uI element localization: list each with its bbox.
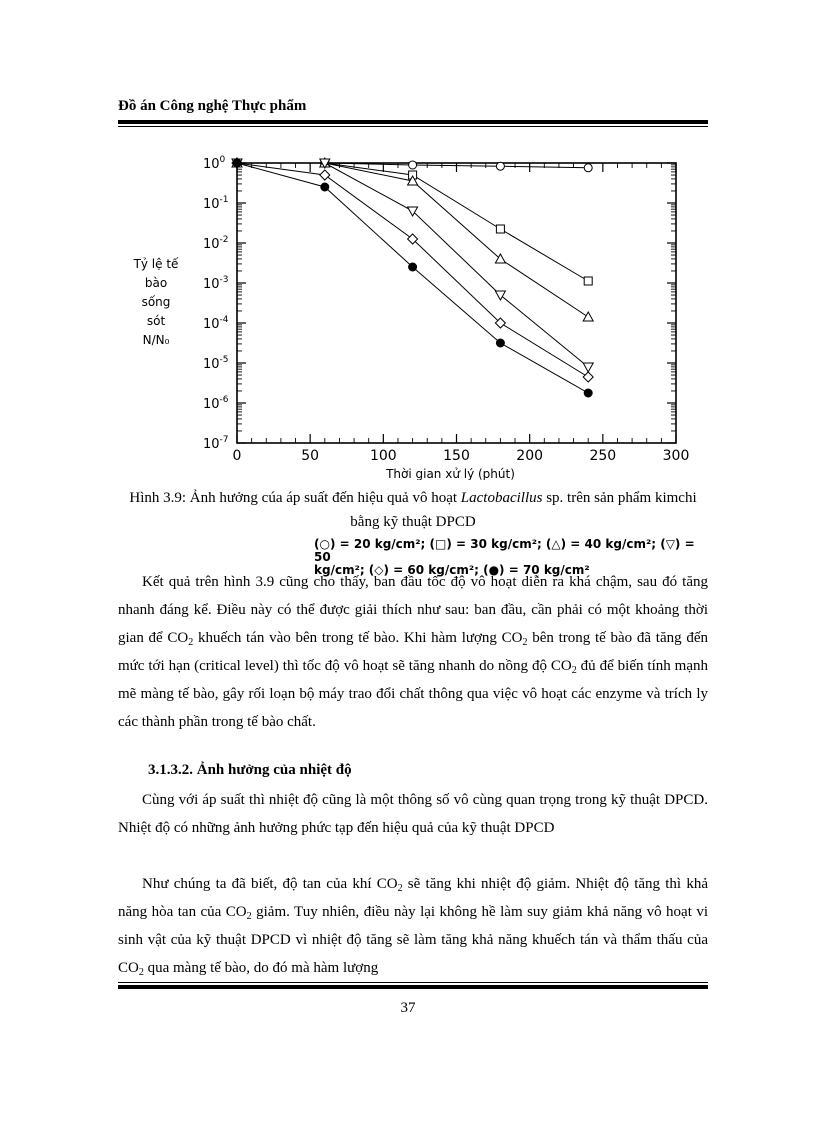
y-axis-label-line: N/N₀ xyxy=(142,333,170,347)
y-tick-label: $10^{-7}$ xyxy=(203,435,229,452)
data-point-filled-circle xyxy=(321,183,329,191)
data-point-circle xyxy=(584,164,592,172)
data-point-filled-circle xyxy=(233,159,241,167)
y-tick-label: $10^0$ xyxy=(203,155,226,172)
y-axis-label-line: Tỷ lệ tế xyxy=(133,257,179,271)
x-tick-label: 300 xyxy=(662,448,690,464)
y-tick-label: $10^{-6}$ xyxy=(203,395,229,412)
paragraph-3: Như chúng ta đã biết, độ tan của khí $CO_2$ sẽ tăng khi nhiệt độ giảm. Nhiệt độ tăng thì khả năng hòa tan của $CO_2$ giảm. Tuy nhiên, điều này lại không hề làm suy giảm khả năng vô hoạt vi sinh vật của kỹ thuật DPCD vì nhiệt độ tăng sẽ làm tăng khả năng khuếch tán và thẩm thấu của $CO_2$ qua màng tế bào, do đó mà hàm lượng xyxy=(118,876,709,978)
y-tick-label: $10^{-4}$ xyxy=(203,315,229,332)
legend-line-1: (○) = 20 kg/cm²; (□) = 30 kg/cm²; (△) = 40 kg/cm²; (▽) = 50 xyxy=(314,537,695,564)
data-point-filled-circle xyxy=(496,339,504,347)
footer-rule-thin xyxy=(118,982,708,983)
data-point-square xyxy=(496,225,504,233)
y-tick-label: $10^{-2}$ xyxy=(203,235,229,252)
legend-line-2: kg/cm²; (◇) = 60 kg/cm²; (●) = 70 kg/cm² xyxy=(314,563,590,577)
figure-caption: Hình 3.9: Ảnh hưởng cúa áp suất đến hiệu quả vô hoạt Lactobacillus sp. trên sản phẩm kimchi bằng kỹ thuật DPCD xyxy=(129,490,697,530)
data-point-filled-circle xyxy=(409,263,417,271)
footer-rule-thick xyxy=(118,985,708,989)
data-point-circle xyxy=(496,162,504,170)
data-point-circle xyxy=(409,161,417,169)
data-point-triangle-down xyxy=(583,363,593,372)
plot-frame xyxy=(237,163,676,443)
y-tick-label: $10^{-5}$ xyxy=(203,355,229,372)
data-point-square xyxy=(584,277,592,285)
x-tick-label: 50 xyxy=(301,448,320,464)
data-point-filled-circle xyxy=(584,389,592,397)
x-tick-label: 150 xyxy=(443,448,470,464)
data-point-diamond xyxy=(320,170,330,180)
y-tick-label: $10^{-3}$ xyxy=(203,275,229,292)
paragraph-1: Kết quả trên hình 3.9 cũng cho thấy, ban đầu tốc độ vô hoạt diễn ra khá chậm, sau đó tăng nhanh đáng kể. Điều này có thể được giải thích như sau: ban đầu, cần phải có một khoảng thời gian để $CO_2$ khuếch tán vào bên trong tế bào. Khi hàm lượng $CO_2$ bên trong tế bào đã tăng đến mức tới hạn (critical level) thì tốc độ vô hoạt sẽ tăng nhanh do nồng độ $CO_2$ đủ để biến tính mạnh mẽ màng tế bào, gây rối loạn bộ máy trao đổi chất thông qua việc vô hoạt các enzyme và trích ly các thành phần trong tế bào chất. xyxy=(118,574,708,730)
y-tick-label: $10^{-1}$ xyxy=(203,195,229,212)
y-axis-label-line: sống sót xyxy=(141,295,171,328)
data-point-triangle-down xyxy=(495,291,505,300)
x-tick-label: 0 xyxy=(232,448,242,464)
survival-chart xyxy=(0,0,816,480)
x-tick-label: 200 xyxy=(516,448,544,464)
running-header: Đồ án Công nghệ Thực phẩm xyxy=(118,98,307,114)
x-axis-label: Thời gian xử lý (phút) xyxy=(386,467,515,480)
section-heading: 3.1.3.2. Ảnh hưởng của nhiệt độ xyxy=(148,762,352,778)
series-line-filled-circle xyxy=(237,163,588,393)
page-number: 37 xyxy=(400,1000,416,1016)
data-point-triangle-up xyxy=(583,312,593,321)
data-point-diamond xyxy=(583,372,593,382)
y-axis-label xyxy=(132,255,180,350)
y-axis-label-line: bào xyxy=(144,276,168,290)
x-tick-label: 100 xyxy=(369,448,397,464)
species-name: Lactobacillus xyxy=(460,490,543,506)
x-tick-label: 250 xyxy=(589,448,617,464)
paragraph-2: Cùng với áp suất thì nhiệt độ cũng là một thông số vô cùng quan trọng trong kỹ thuật DPCD. Nhiệt độ có những ảnh hưởng phức tạp đến hiệu quả của kỹ thuật DPCD xyxy=(118,792,708,836)
